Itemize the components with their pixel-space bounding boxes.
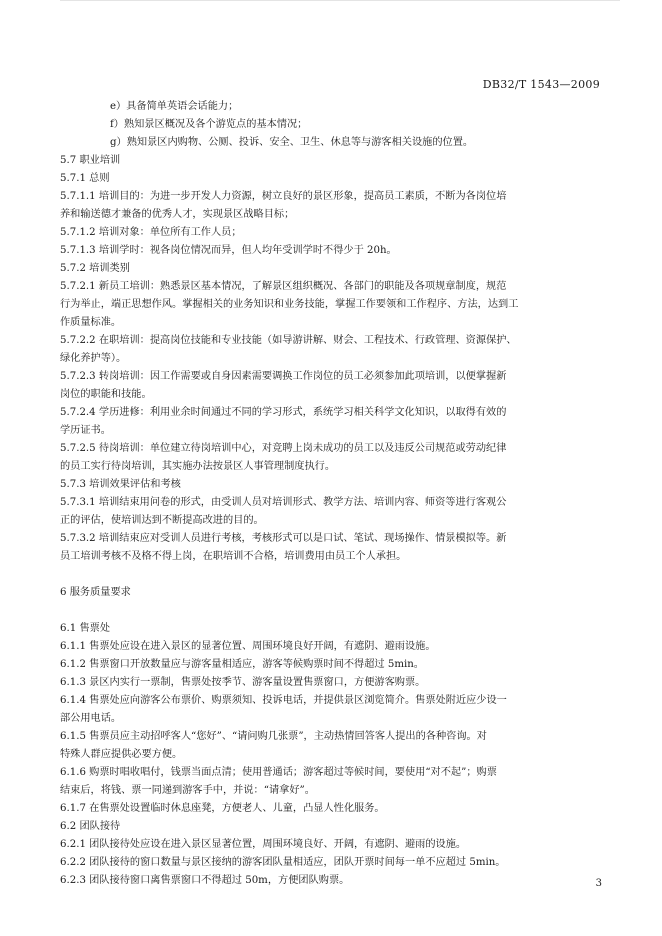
text-line: 5.7 职业培训: [60, 155, 121, 166]
text-line: 6.1.6 购票时唱收唱付，钱票当面点清；使用普通话；游客超过等候时间，要使用“对不起”；购票: [60, 767, 497, 778]
document-id: DB32/T 1543—2009: [482, 78, 600, 91]
text-line: 6.1.5 售票员应主动招呼客人“您好”、“请问购几张票”，主动热情回答客人提出的各种咨询。对: [60, 731, 487, 742]
blank-line: [60, 602, 608, 620]
text-line: 6.1.2 售票窗口开放数量应与游客量相适应，游客等候购票时间不得超过 5min。: [60, 659, 424, 670]
text-line: 5.7.1 总则: [60, 173, 110, 184]
text-line: 6.1 售票处: [60, 623, 111, 634]
text-line: 行为举止，端正思想作风。掌握相关的业务知识和业务技能，掌握工作要领和工作程序、方法，达到工: [60, 299, 519, 310]
text-line: 5.7.3 培训效果评估和考核: [60, 479, 181, 490]
text-line: 6.2.2 团队接待的窗口数量与景区接纳的游客团队量相适应，团队开票时间每一单不应超过 5min。: [60, 857, 506, 868]
text-line: 5.7.2.4 学历进修：利用业余时间通过不同的学习形式，系统学习相关科学文化知识，以取得有效的: [60, 407, 507, 418]
text-line: 6.1.1 售票处应设在进入景区的显著位置、周围环境良好开阔，有遮阴、避雨设施。: [60, 641, 436, 652]
text-line: 绿化养护等）。: [60, 353, 127, 364]
top-edge-line: [60, 0, 620, 7]
text-line: 6.2.3 团队接待窗口离售票窗口不得超过 50m，方便团队购票。: [60, 875, 350, 886]
text-line: 6.2 团队接待: [60, 821, 121, 832]
text-line: 5.7.2.3 转岗培训：因工作需要或自身因素需要调换工作岗位的员工必须参加此项培训，以便掌握新: [60, 371, 507, 382]
text-line: 5.7.3.1 培训结束用问卷的形式，由受训人员对培训形式、教学方法、培训内容、师资等进行客观公: [60, 497, 507, 508]
text-line: 6 服务质量要求: [60, 587, 131, 598]
text-line: 6.1.3 景区内实行一票制，售票处按季节、游客量设置售票窗口，方便游客购票。: [60, 677, 426, 688]
text-line: 学历证书。: [60, 425, 111, 436]
text-line: 5.7.1.2 培训对象：单位所有工作人员；: [60, 227, 242, 238]
text-line: 岗位的职能和技能。: [60, 389, 152, 400]
text-line: 5.7.2.2 在职培训：提高岗位技能和专业技能（如导游讲解、财会、工程技术、行政管理、资源保护、: [60, 335, 517, 346]
text-line: e）具备简单英语会话能力；: [110, 101, 239, 112]
text-line: 6.1.7 在售票处设置临时休息座凳，方便老人、儿童，凸显人性化服务。: [60, 803, 385, 814]
text-line: 6.1.4 售票处应向游客公布票价、购票须知、投诉电话，并提供景区浏览简介。售票处附近应少设一: [60, 695, 507, 706]
text-line: 5.7.2 培训类别: [60, 263, 130, 274]
text-line: 作质量标准。: [60, 317, 122, 328]
text-line: g）熟知景区内购物、公厕、投诉、安全、卫生、休息等与游客相关设施的位置。: [110, 137, 474, 148]
text-line: 员工培训考核不及格不得上岗，在职培训不合格，培训费用由员工个人承担。: [60, 551, 407, 562]
text-line: 5.7.1.3 培训学时：视各岗位情况而异，但人均年受训学时不得少于 20h。: [60, 245, 397, 256]
page-number: 3: [595, 878, 602, 889]
text-line: 养和输送德才兼备的优秀人才，实现景区战略目标；: [60, 209, 295, 220]
text-line: 正的评估，使培训达到不断提高改进的目的。: [60, 515, 264, 526]
text-line: 5.7.1.1 培训目的：为进一步开发人力资源，树立良好的景区形象，提高员工素质，不断为各岗位培: [60, 191, 507, 202]
text-line: 结束后，将钱、票一同递到游客手中，并说：“请拿好”。: [60, 785, 315, 796]
text-line: 5.7.2.1 新员工培训：熟悉景区基本情况，了解景区组织概况、各部门的职能及各项规章制度，规范: [60, 281, 507, 292]
text-line: 5.7.2.5 待岗培训：单位建立待岗培训中心，对竞聘上岗未成功的员工以及违反公司规范或劳动纪律: [60, 443, 507, 454]
text-line: 5.7.3.2 培训结束应对受训人员进行考核，考核形式可以是口试、笔试、现场操作、情景模拟等。新: [60, 533, 507, 544]
text-line: 的员工实行待岗培训，其实施办法按景区人事管理制度执行。: [60, 461, 336, 472]
text-line: f）熟知景区概况及各个游览点的基本情况；: [110, 119, 308, 130]
text-line: 6.2.1 团队接待处应设在进入景区显著位置，周围环境良好、开阔，有遮阴、避雨的设施。: [60, 839, 467, 850]
text-line: 特殊人群应提供必要方便。: [60, 749, 183, 760]
body-text: [60, 98, 608, 890]
blank-line: [60, 566, 608, 584]
text-line: 部公用电话。: [60, 713, 122, 724]
